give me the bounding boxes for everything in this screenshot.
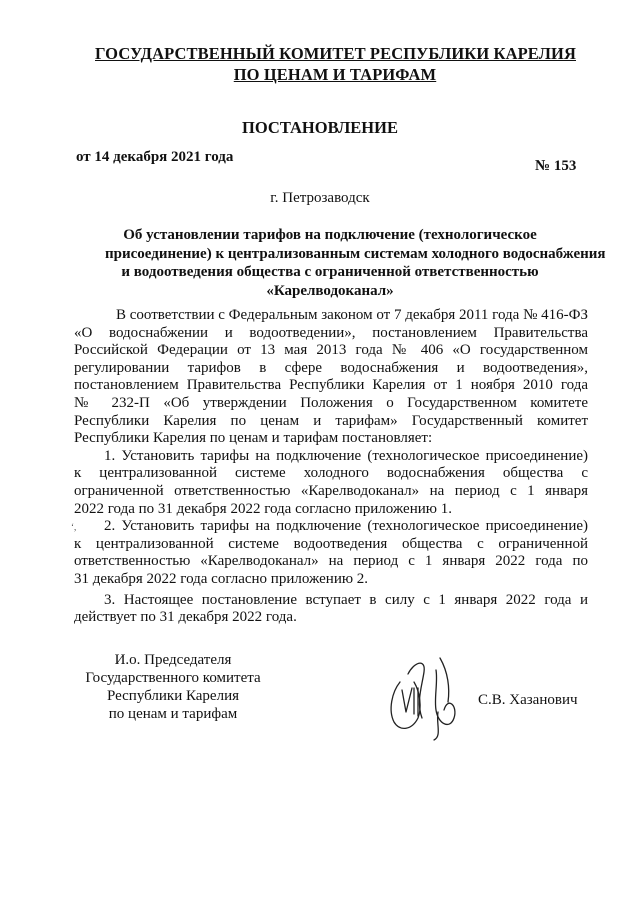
- signatory-title-line: Государственного комитета: [85, 670, 261, 686]
- document-city: г. Петрозаводск: [270, 190, 370, 206]
- preamble-line: Российской Федерации от 13 мая 2013 года № 406 «О государственном: [74, 342, 588, 359]
- issuer-header-line-1: ГОСУДАРСТВЕННЫЙ КОМИТЕТ РЕСПУБЛИКИ КАРЕЛИЯ: [95, 44, 576, 63]
- item-2-line: к централизованной системе водоотведения общества с ограниченной: [74, 535, 588, 552]
- signatory-title-line: Республики Карелия: [106, 688, 240, 704]
- preamble-line: «О водоснабжении и водоотведении», постановлением Правительства: [74, 324, 588, 341]
- item-3-line: действует по 31 декабря 2022 года.: [74, 609, 297, 626]
- preamble-line: В соответствии с Федеральным законом от 7 декабря 2011 года № 416-ФЗ: [116, 307, 588, 323]
- preamble-line: постановлением Правительства Республики Карелия от 1 ноября 2010 года: [74, 377, 588, 394]
- subject-line: присоединение) к централизованным системам холодного водоснабжения: [105, 245, 606, 262]
- signatory-title-line: И.о. Председателя: [114, 652, 232, 668]
- subject-line: «Карелводоканал»: [266, 282, 394, 299]
- preamble-line: № 232-П «Об утверждении Положения о Государственном комитете: [74, 394, 588, 411]
- document-number: № 153: [535, 158, 577, 174]
- item-2-paragraph: [74, 518, 588, 588]
- subject-line: Об установлении тарифов на подключение (технологическое: [123, 227, 537, 243]
- document-subject: [105, 226, 606, 300]
- document-body: [74, 307, 588, 627]
- signatory-title-line: по ценам и тарифам: [108, 706, 238, 722]
- document-type: ПОСТАНОВЛЕНИЕ: [242, 118, 398, 137]
- preamble-line: Республики Карелия по ценам и тарифам постановляет:: [74, 430, 433, 447]
- item-1-paragraph: [74, 448, 588, 518]
- scan-speck: ʻ,: [71, 522, 77, 532]
- preamble-line: регулировании тарифов в сфере водоснабжения и водоотведения»,: [74, 359, 588, 376]
- item-3-paragraph: [74, 592, 588, 627]
- issuer-header: [95, 43, 575, 85]
- handwritten-signature: [378, 652, 483, 742]
- item-3-line: 3. Настоящее постановление вступает в силу с 1 января 2022 года и: [104, 591, 588, 608]
- subject-line: и водоотведения общества с ограниченной ответственностью: [121, 264, 539, 280]
- item-2-line: 31 декабря 2022 года согласно приложению 2.: [74, 570, 369, 587]
- signatory-name: С.В. Хазанович: [478, 692, 578, 708]
- preamble-line: Республики Карелия по ценам и тарифам» Государственный комитет: [74, 412, 588, 429]
- item-2-line: 2. Установить тарифы на подключение (технологическое присоединение): [104, 518, 588, 535]
- item-1-line: к централизованной системе холодного водоснабжения общества с: [74, 465, 588, 482]
- signatory-title: [62, 651, 284, 723]
- item-1-line: 1. Установить тарифы на подключение (технологическое присоединение): [104, 447, 588, 464]
- item-2-line: ответственностью «Карелводоканал» на период с 1 января 2022 года по: [74, 553, 588, 570]
- document-date: от 14 декабря 2021 года: [76, 149, 234, 165]
- preamble-paragraph: [74, 307, 588, 448]
- item-1-line: ограниченной ответственностью «Карелводоканал» на период с 1 января: [74, 482, 588, 499]
- item-1-line: 2022 года по 31 декабря 2022 года согласно приложению 1.: [74, 500, 452, 517]
- issuer-header-line-2: ПО ЦЕНАМ И ТАРИФАМ: [233, 65, 437, 84]
